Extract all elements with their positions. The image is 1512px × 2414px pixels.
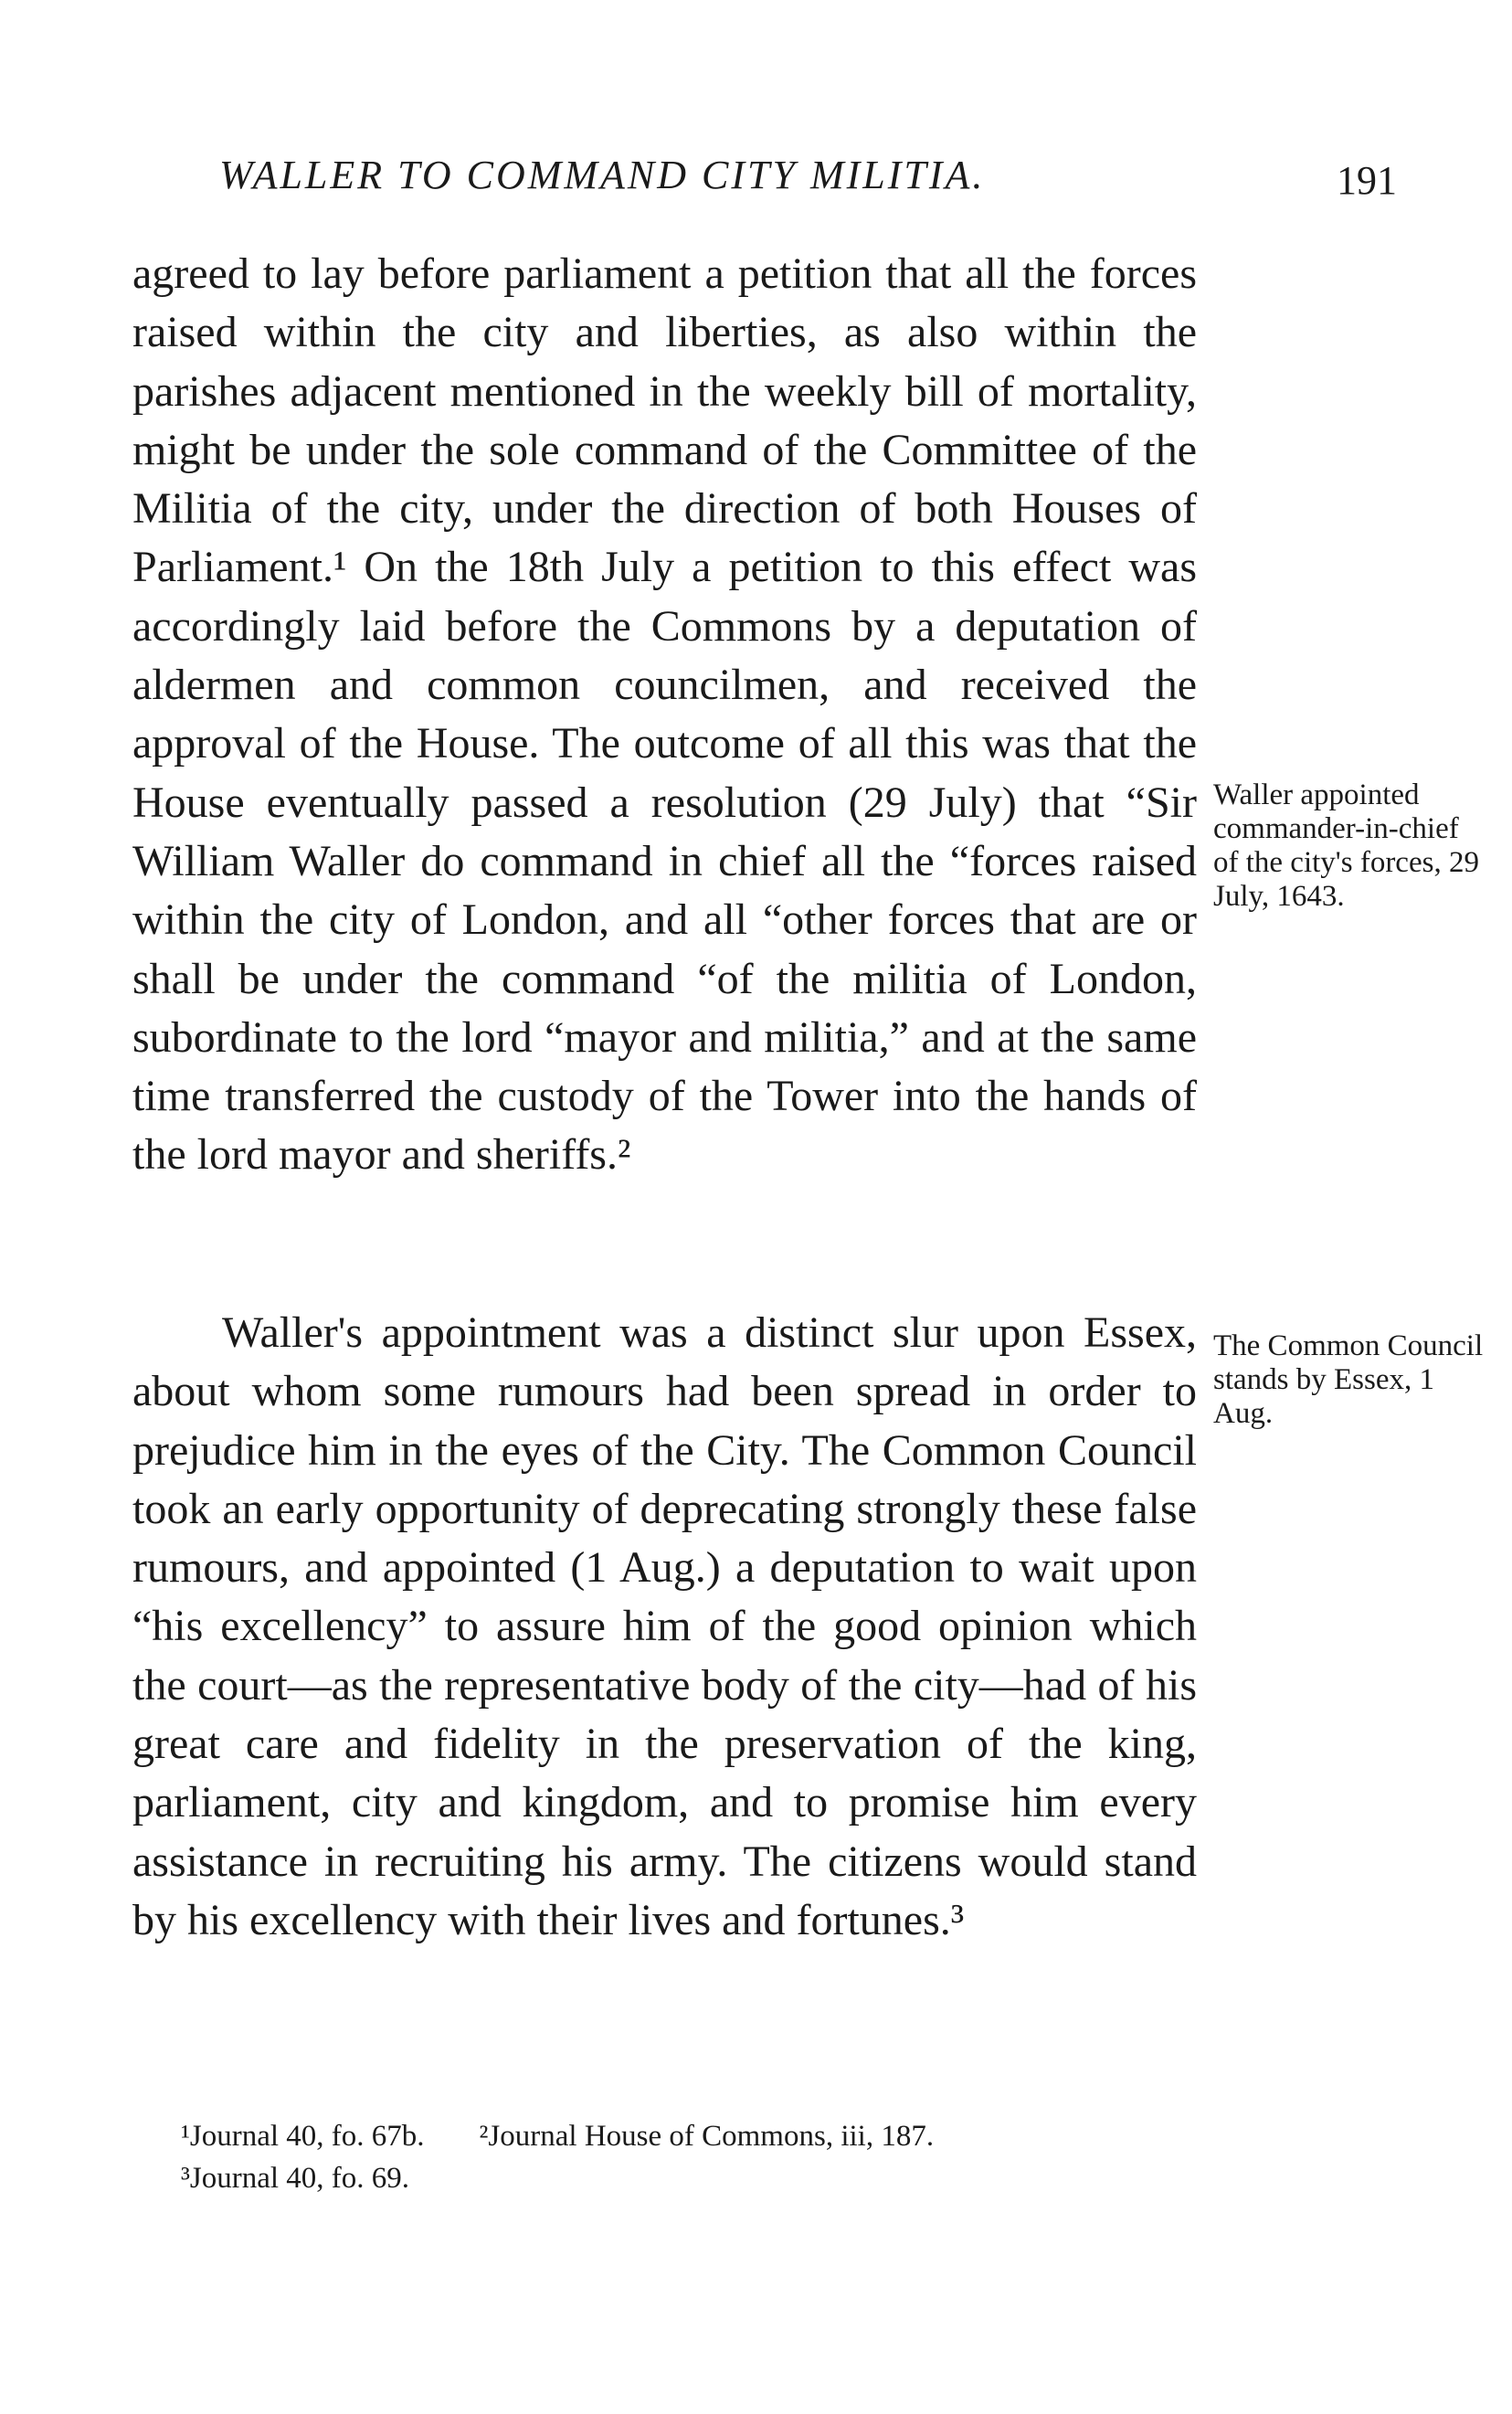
sidenote-common-council: The Common Council stands by Essex, 1 Aug. [1213,1329,1484,1430]
body-paragraph-2: Waller's appointment was a distinct slur upon Essex, about whom some rumours had been spread in order to prejudice him in the eyes of the City. The Common Council took an early opportunity of deprecating strongly these false rumours, and appointed (1 Aug.) a deputation to wait upon “his excellency” to assure him of the good opinion which the court—as the representative body of the city—had of his great care and fidelity in the preservation of the king, parliament, city and kingdom, and to promise him every assistance in recruiting his army. The citizens would stand by his excellency with their lives and fortunes.³ [132,1308,1197,1944]
body-paragraph-1: agreed to lay before parliament a petition that all the forces raised within the city and liberties, as also within the parishes adjacent mentioned in the weekly bill of mortality, might be under the sole command of the Committee of the Militia of the city, under the direction of both Houses of Parliament.¹ On the 18th July a petition to this effect was accordingly laid before the Commons by a deputation of aldermen and common councilmen, and received the approval of the House. The outcome of all this was that the House eventually passed a resolution (29 July) that “Sir William Waller do command in chief all the “forces raised within the city of London, and all “other forces that are or shall be under the command “of the militia of London, subordinate to the lord “mayor and militia,” and at the same time transferred the custody of the Tower into the hands of the lord mayor and sheriffs.² [132,249,1197,1180]
footnote-3: ³Journal 40, fo. 69. [181,2162,410,2195]
footnotes [181,2115,934,2199]
footnote-row-1 [181,2115,934,2157]
footnote-row-2 [181,2157,934,2199]
sidenote-waller-appointed: Waller appointed commander-in-chief of the city's forces, 29 July, 1643. [1213,778,1479,913]
running-title: WALLER TO COMMAND CITY MILITIA. [219,153,986,197]
footnote-2: ²Journal House of Commons, iii, 187. [479,2120,935,2153]
page-number: 191 [1337,158,1397,203]
footnote-1: ¹Journal 40, fo. 67b. [181,2120,425,2153]
